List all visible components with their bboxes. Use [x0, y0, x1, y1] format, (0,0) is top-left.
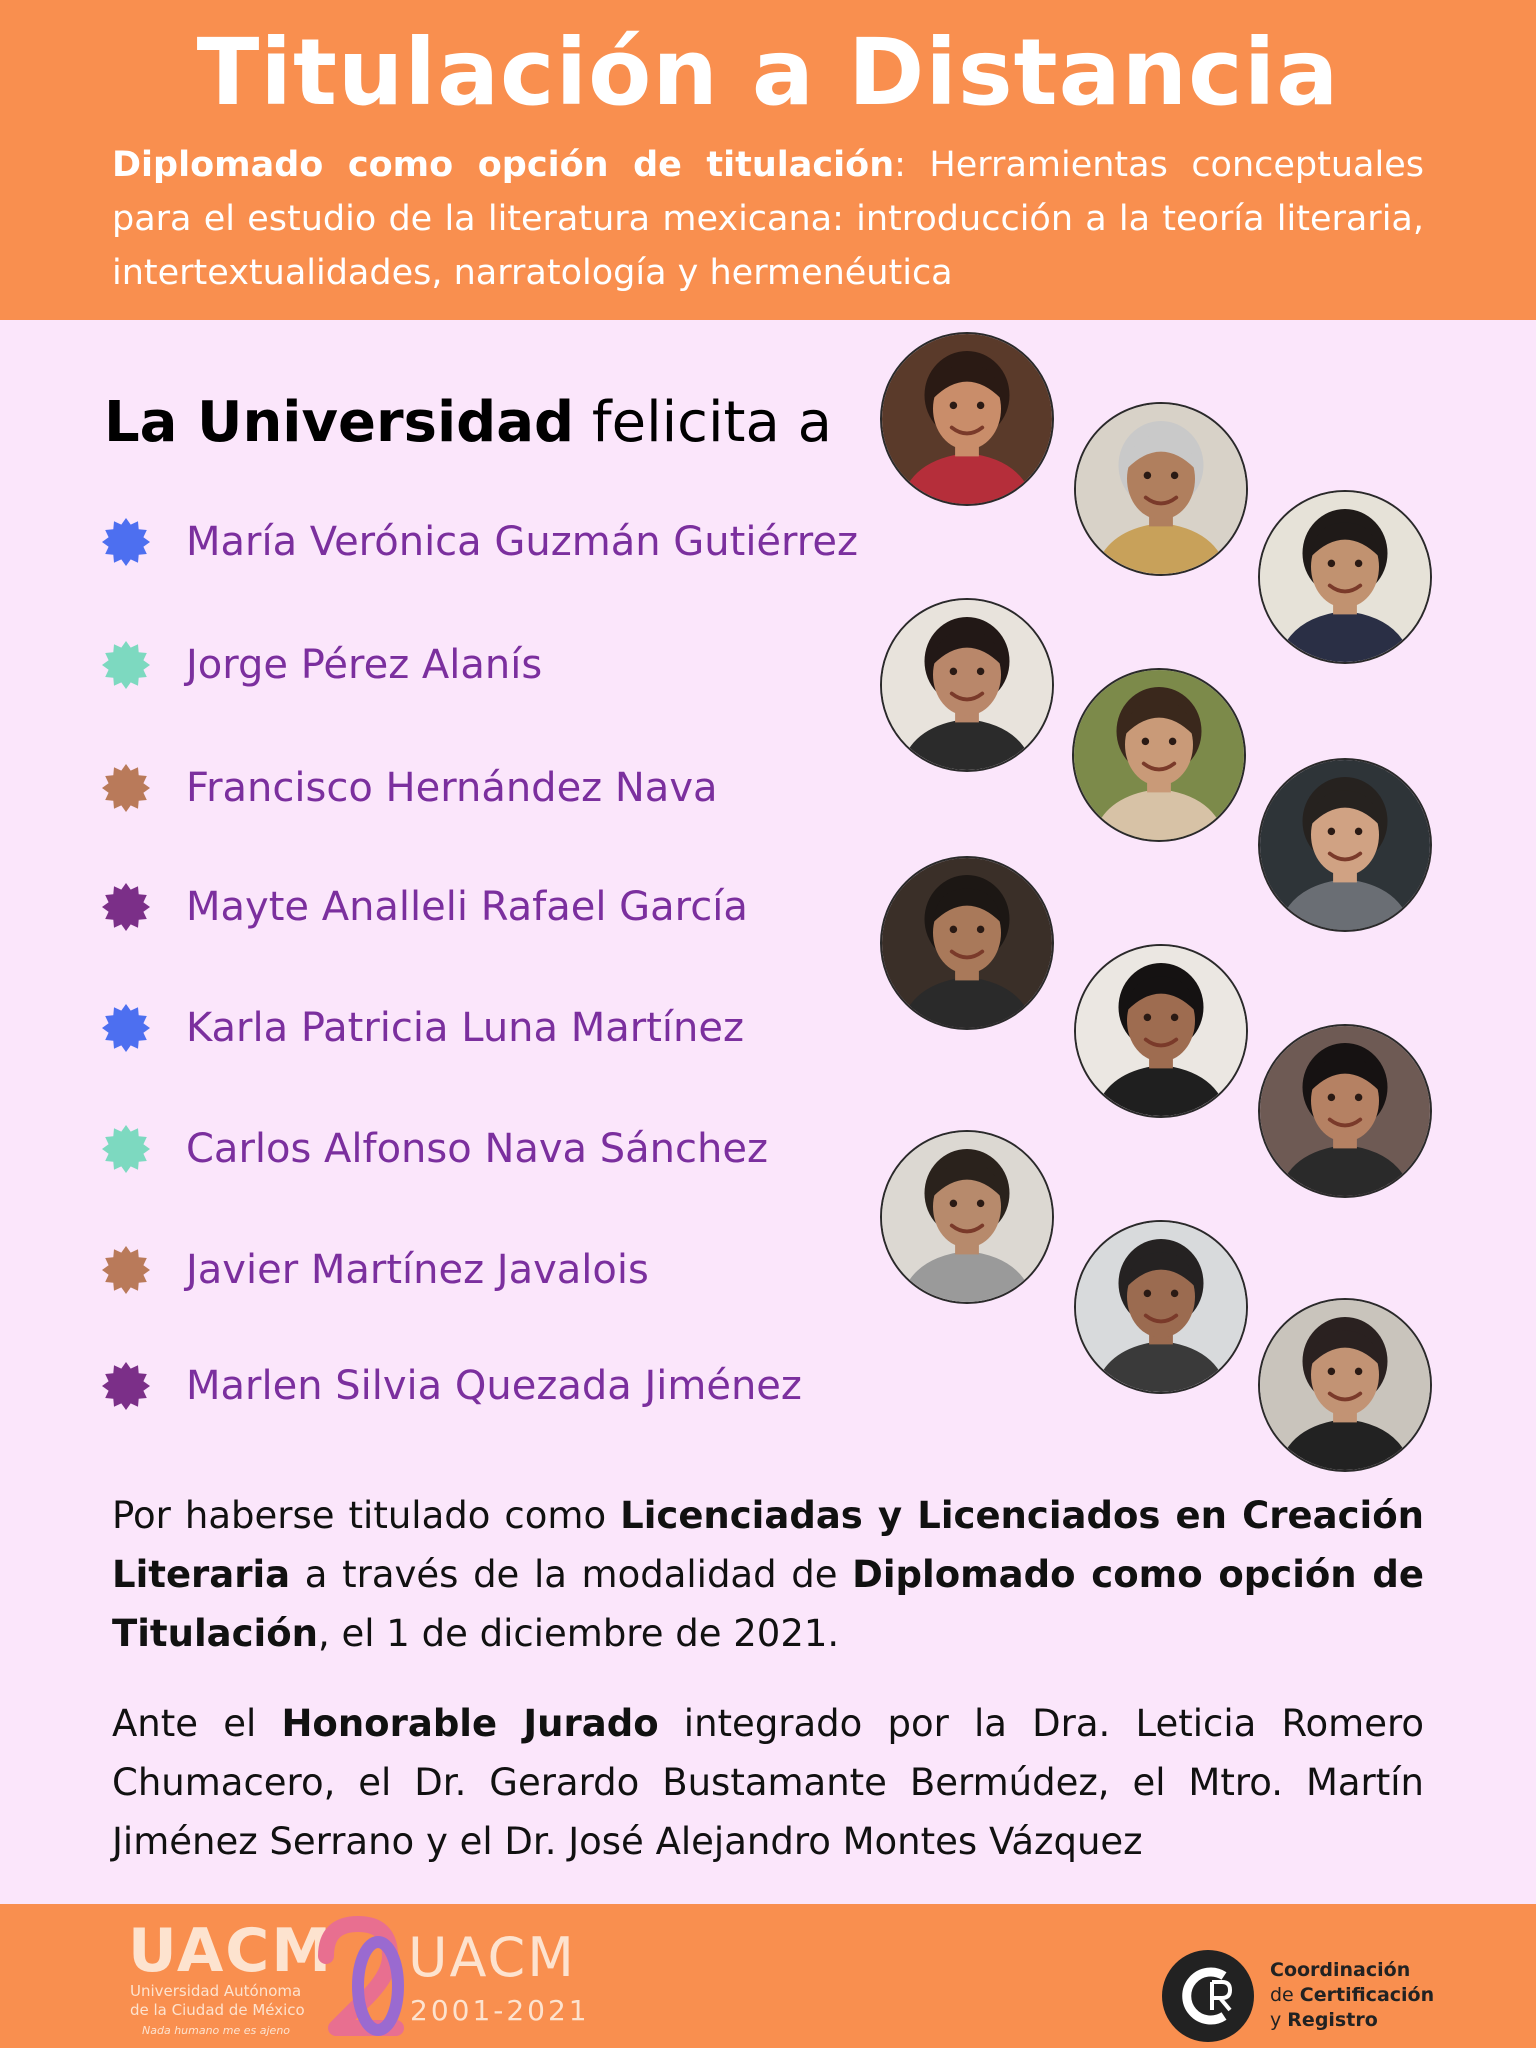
- list-item: [100, 512, 858, 572]
- graduate-name: María Verónica Guzmán Gutiérrez: [186, 519, 858, 565]
- graduate-photo: [880, 332, 1054, 506]
- greeting-heading: [104, 388, 832, 458]
- list-item: [100, 635, 542, 695]
- star-bullet-icon: [100, 762, 152, 814]
- graduate-name: Carlos Alfonso Nava Sánchez: [186, 1126, 768, 1172]
- jury-paragraph: [112, 1694, 1424, 1871]
- subtitle: [112, 138, 1424, 300]
- cr-line-2-prefix: de: [1270, 1984, 1300, 2006]
- graduate-photo: [880, 598, 1054, 772]
- star-bullet-icon: [100, 1123, 152, 1175]
- anniversary-logo-text: UACM: [408, 1926, 576, 1989]
- graduate-photo: [1258, 490, 1432, 664]
- uacm-line-2: de la Ciudad de México: [130, 2001, 305, 2019]
- graduate-photo: [1072, 668, 1246, 842]
- subtitle-rest: : Herramientas conceptuales para el estudio de la literatura mexicana: introducción a la teoría literaria, intertextualidades, narratología y hermenéutica: [112, 145, 1424, 293]
- star-bullet-icon: [100, 516, 152, 568]
- list-item: [100, 877, 748, 937]
- graduate-name: Marlen Silvia Quezada Jiménez: [186, 1363, 802, 1409]
- page-title: Titulación a Distancia: [196, 19, 1340, 126]
- para-bold: Honorable Jurado: [281, 1702, 659, 1745]
- graduate-photo: [1258, 1024, 1432, 1198]
- list-item: [100, 758, 718, 818]
- list-item: [100, 998, 744, 1058]
- cr-line-1: Coordinación: [1270, 1959, 1411, 1981]
- graduate-name: Mayte Analleli Rafael García: [186, 884, 748, 930]
- portrait-illustration: [1260, 760, 1430, 930]
- portrait-illustration: [1260, 1300, 1430, 1470]
- list-item: [100, 1119, 768, 1179]
- degree-paragraph: [112, 1486, 1424, 1663]
- graduate-photo: [1258, 1298, 1432, 1472]
- cr-line-3-prefix: y: [1270, 2009, 1288, 2031]
- star-bullet-icon: [100, 1002, 152, 1054]
- list-item: [100, 1240, 649, 1300]
- para-text: , el 1 de diciembre de 2021.: [317, 1612, 840, 1655]
- portrait-illustration: [882, 1132, 1052, 1302]
- subtitle-bold: Diplomado como opción de titulación: [112, 145, 895, 185]
- portrait-illustration: [1076, 1222, 1246, 1392]
- graduate-name: Karla Patricia Luna Martínez: [186, 1005, 744, 1051]
- portrait-illustration: [882, 334, 1052, 504]
- greeting-rest: felicita a: [574, 390, 832, 455]
- coordinacion-logo-icon: [1160, 1948, 1256, 2044]
- uacm-motto: Nada humano me es ajeno: [142, 2024, 291, 2037]
- portrait-illustration: [1076, 946, 1246, 1116]
- portrait-illustration: [882, 858, 1052, 1028]
- para-bold: Diplomado como opción de Titulación: [112, 1553, 1424, 1655]
- para-text: integrado por la Dra. Leticia Romero Chumacero, el Dr. Gerardo Bustamante Bermúdez, el Mtro. Martín Jiménez Serrano y el Dr. José Alejandro Montes Vázquez: [112, 1702, 1425, 1863]
- star-bullet-icon: [100, 1244, 152, 1296]
- portrait-illustration: [1076, 404, 1246, 574]
- cr-line-2-bold: Certificación: [1299, 1984, 1435, 2006]
- graduate-photo: [1258, 758, 1432, 932]
- cr-line-3-bold: Registro: [1287, 2009, 1378, 2031]
- uacm-logo-subtitle: [130, 1982, 305, 2020]
- portrait-illustration: [1260, 492, 1430, 662]
- star-bullet-icon: [100, 881, 152, 933]
- coordinacion-logo-text: [1270, 1958, 1434, 2033]
- para-bold: Licenciadas y Licenciados en Creación Literaria: [112, 1494, 1424, 1596]
- greeting-bold: La Universidad: [104, 390, 575, 455]
- graduate-photo: [880, 1130, 1054, 1304]
- para-text: a través de la modalidad de: [290, 1553, 853, 1596]
- list-item: [100, 1356, 802, 1416]
- para-text: Por haberse titulado como: [112, 1494, 621, 1537]
- graduate-name: Javier Martínez Javalois: [186, 1247, 649, 1293]
- graduate-photo: [1074, 1220, 1248, 1394]
- star-bullet-icon: [100, 1360, 152, 1412]
- graduate-name: Francisco Hernández Nava: [186, 765, 718, 811]
- portrait-illustration: [1260, 1026, 1430, 1196]
- uacm-logo-text: UACM: [128, 1916, 334, 1986]
- para-text: Ante el: [112, 1702, 282, 1745]
- star-bullet-icon: [100, 639, 152, 691]
- graduate-name: Jorge Pérez Alanís: [186, 642, 543, 688]
- anniversary-years: 2001-2021: [410, 1994, 590, 2027]
- portrait-illustration: [882, 600, 1052, 770]
- uacm-line-1: Universidad Autónoma: [130, 1982, 302, 2000]
- anniversary-20-icon: [316, 1916, 408, 2040]
- graduate-photo: [880, 856, 1054, 1030]
- graduate-photo: [1074, 402, 1248, 576]
- portrait-illustration: [1074, 670, 1244, 840]
- graduate-photo: [1074, 944, 1248, 1118]
